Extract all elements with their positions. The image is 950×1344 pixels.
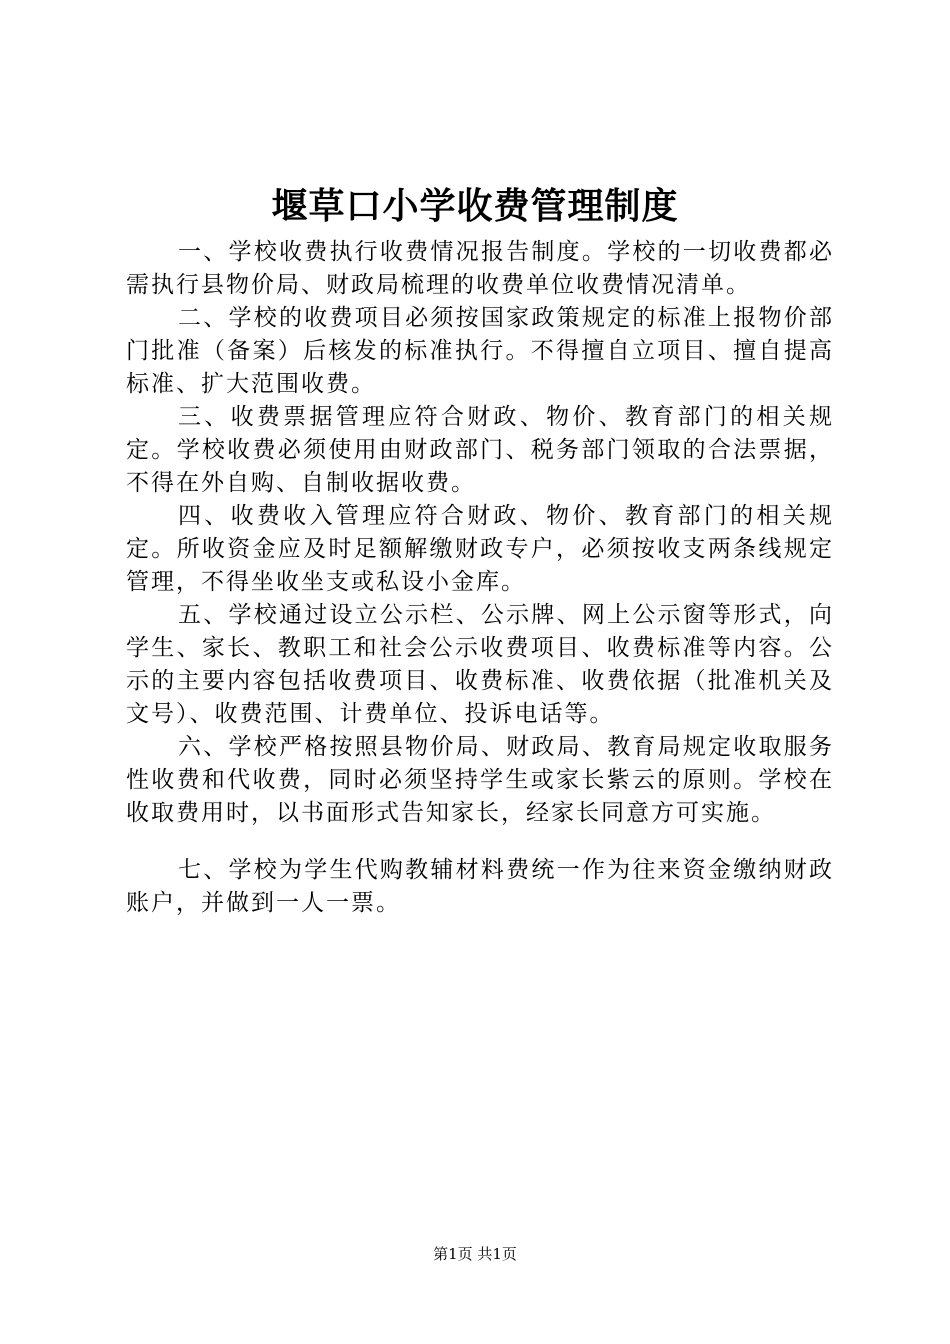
paragraph-2: 二、学校的收费项目必须按国家政策规定的标准上报物价部门批准（备案）后核发的标准执行。不得擅自立项目、擅自提高标准、扩大范围收费。 — [126, 305, 834, 397]
paragraph-3: 三、收费票据管理应符合财政、物价、教育部门的相关规定。学校收费必须使用由财政部门、税务部门领取的合法票据，不得在外自购、自制收据收费。 — [126, 404, 834, 496]
paragraph-6: 六、学校严格按照县物价局、财政局、教育局规定收取服务性收费和代收费，同时必须坚持学生或家长紫云的原则。学校在收取费用时，以书面形式告知家长，经家长同意方可实施。 — [126, 734, 834, 826]
paragraph-4: 四、收费收入管理应符合财政、物价、教育部门的相关规定。所收资金应及时足额解缴财政专户，必须按收支两条线规定管理，不得坐收坐支或私设小金库。 — [126, 503, 834, 595]
paragraph-7: 七、学校为学生代购教辅材料费统一作为往来资金缴纳财政账户，并做到一人一票。 — [126, 857, 834, 916]
paragraph-5: 五、学校通过设立公示栏、公示牌、网上公示窗等形式，向学生、家长、教职工和社会公示收费项目、收费标准等内容。公示的主要内容包括收费项目、收费标准、收费依据（批准机关及文号）、收费范围、计费单位、投诉电话等。 — [126, 602, 834, 727]
document-body — [126, 236, 834, 920]
page-footer: 第1页 共1页 — [433, 1245, 517, 1263]
document-title: 堰草口小学收费管理制度 — [271, 186, 679, 227]
paragraph-1: 一、学校收费执行收费情况报告制度。学校的一切收费都必需执行县物价局、财政局梳理的收费单位收费情况清单。 — [126, 239, 834, 298]
